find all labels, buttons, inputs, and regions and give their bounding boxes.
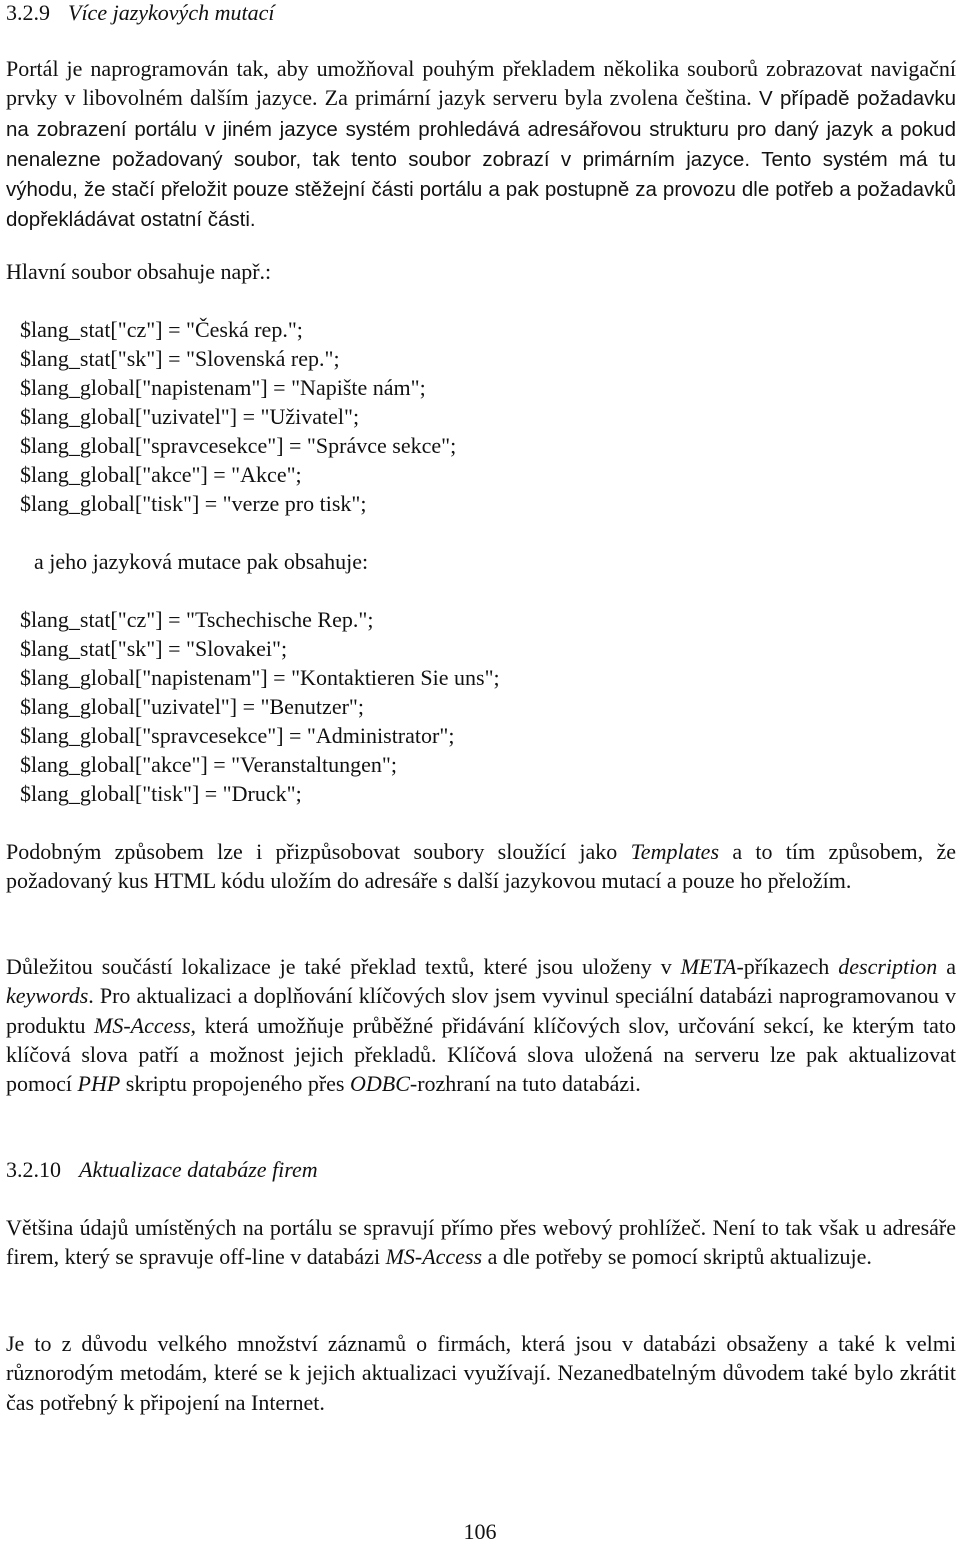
text-run: skriptu propojeného přes <box>120 1071 350 1097</box>
text-run: -příkazech <box>736 954 839 979</box>
ms-access-term: MS-Access <box>385 1244 483 1270</box>
templates-paragraph <box>6 837 956 896</box>
text-run: a dle potřeby se pomocí skriptů aktualizuje. <box>482 1244 872 1270</box>
code-line: $lang_global["tisk"] = "Druck"; <box>20 781 302 806</box>
text-run: Podobným způsobem lze i přizpůsobovat soubory sloužící jako <box>6 839 631 864</box>
code-line: $lang_global["uzivatel"] = "Benutzer"; <box>20 694 364 719</box>
text-run: . Pro aktualizaci a doplňování klíčových slov jsem vyvinul speciální databázi naprogramovanou v produktu <box>6 983 956 1038</box>
php-term: PHP <box>77 1071 121 1097</box>
keywords-term: keywords <box>6 983 89 1009</box>
code-block-cs <box>20 315 456 518</box>
odbc-term: ODBC <box>350 1071 410 1097</box>
code-line: $lang_global["spravcesekce"] = "Administrator"; <box>20 723 455 748</box>
description-term: description <box>838 954 938 979</box>
text-run: Většina údajů umístěných na portálu se spravují přímo přes webový prohlížeč. Není to tak však u adresáře firem, který se spravuje off-line v databázi <box>6 1215 956 1270</box>
code-line: $lang_global["uzivatel"] = "Uživatel"; <box>20 404 360 429</box>
code-line: $lang_global["napistenam"] = "Kontaktieren Sie uns"; <box>20 665 500 690</box>
code-block-de <box>20 605 500 808</box>
section-title: Aktualizace databáze firem <box>79 1157 318 1182</box>
intro-serif-text: Portál je naprogramován tak, aby umožňoval pouhým překladem několika souborů zobrazovat navigační prvky v libovolném dalším jazyce. Za primární jazyk serveru byla zvolena čeština. <box>6 56 956 111</box>
section-title: Více jazykových mutací <box>68 0 275 25</box>
code-line: $lang_global["napistenam"] = "Napište nám"; <box>20 375 426 400</box>
code-line: $lang_stat["cz"] = "Tschechische Rep."; <box>20 607 374 632</box>
text-run: a to tím způsobem, že požadovaný kus HTML kódu uložím do adresáře s další jazykovou mutací a pouze ho přeložím. <box>6 839 956 894</box>
text-run: -rozhraní na tuto databázi. <box>409 1071 641 1097</box>
main-file-label: Hlavní soubor obsahuje např.: <box>6 259 272 284</box>
section-heading <box>6 0 274 26</box>
section-heading <box>6 1157 318 1183</box>
meta-paragraph <box>6 952 956 1098</box>
section-number: 3.2.10 <box>6 1157 61 1182</box>
reason-paragraph: Je to z důvodu velkého množství záznamů o firmách, která jsou v databázi obsaženy a také k velmi různorodým metodám, které se k jejich aktualizaci využívají. Nezanedbatelným důvodem také bylo zkrátit čas potřebný k připojení na Internet. <box>6 1331 956 1415</box>
mutation-label: a jeho jazyková mutace pak obsahuje: <box>34 549 369 574</box>
code-line: $lang_global["akce"] = "Veranstaltungen"; <box>20 752 397 777</box>
intro-sans-text-1: V případě požadavku na zobrazení portálu v jiném jazyce systém prohledává adresářovou strukturu pro daný jazyk a pokud nenalezne požadovaný soubor, tak tento soubor zobrazí v primárním jazyce. <box>6 87 956 171</box>
templates-term: Templates <box>630 839 720 864</box>
code-line: $lang_global["tisk"] = "verze pro tisk"; <box>20 491 367 516</box>
code-line: $lang_global["akce"] = "Akce"; <box>20 462 302 487</box>
text-run: , která umožňuje průběžné přidávání klíčových slov, určování sekcí, ke kterým tato klíčová slova patří a možnost jejich překladů. Klíčová slova uložená na serveru lze pak aktualizovat pomocí <box>6 1012 956 1097</box>
intro-paragraph <box>6 54 956 235</box>
section-number: 3.2.9 <box>6 0 50 25</box>
firms-paragraph <box>6 1213 956 1272</box>
code-line: $lang_stat["sk"] = "Slovenská rep."; <box>20 346 340 371</box>
text-run: a <box>937 954 956 979</box>
page-number: 106 <box>463 1519 497 1544</box>
meta-term: META <box>680 954 737 979</box>
text-run: Důležitou součástí lokalizace je také překlad textů, které jsou uloženy v <box>6 954 681 979</box>
code-line: $lang_stat["cz"] = "Česká rep."; <box>20 317 303 342</box>
code-line: $lang_stat["sk"] = "Slovakei"; <box>20 636 288 661</box>
code-line: $lang_global["spravcesekce"] = "Správce sekce"; <box>20 433 457 458</box>
ms-access-term: MS-Access <box>94 1012 191 1038</box>
intro-sans-text-2: Tento systém má tu výhodu, že stačí přeložit pouze stěžejní části portálu a pak postupně za provozu dle potřeb a požadavků dopřekládávat ostatní části. <box>6 147 956 232</box>
